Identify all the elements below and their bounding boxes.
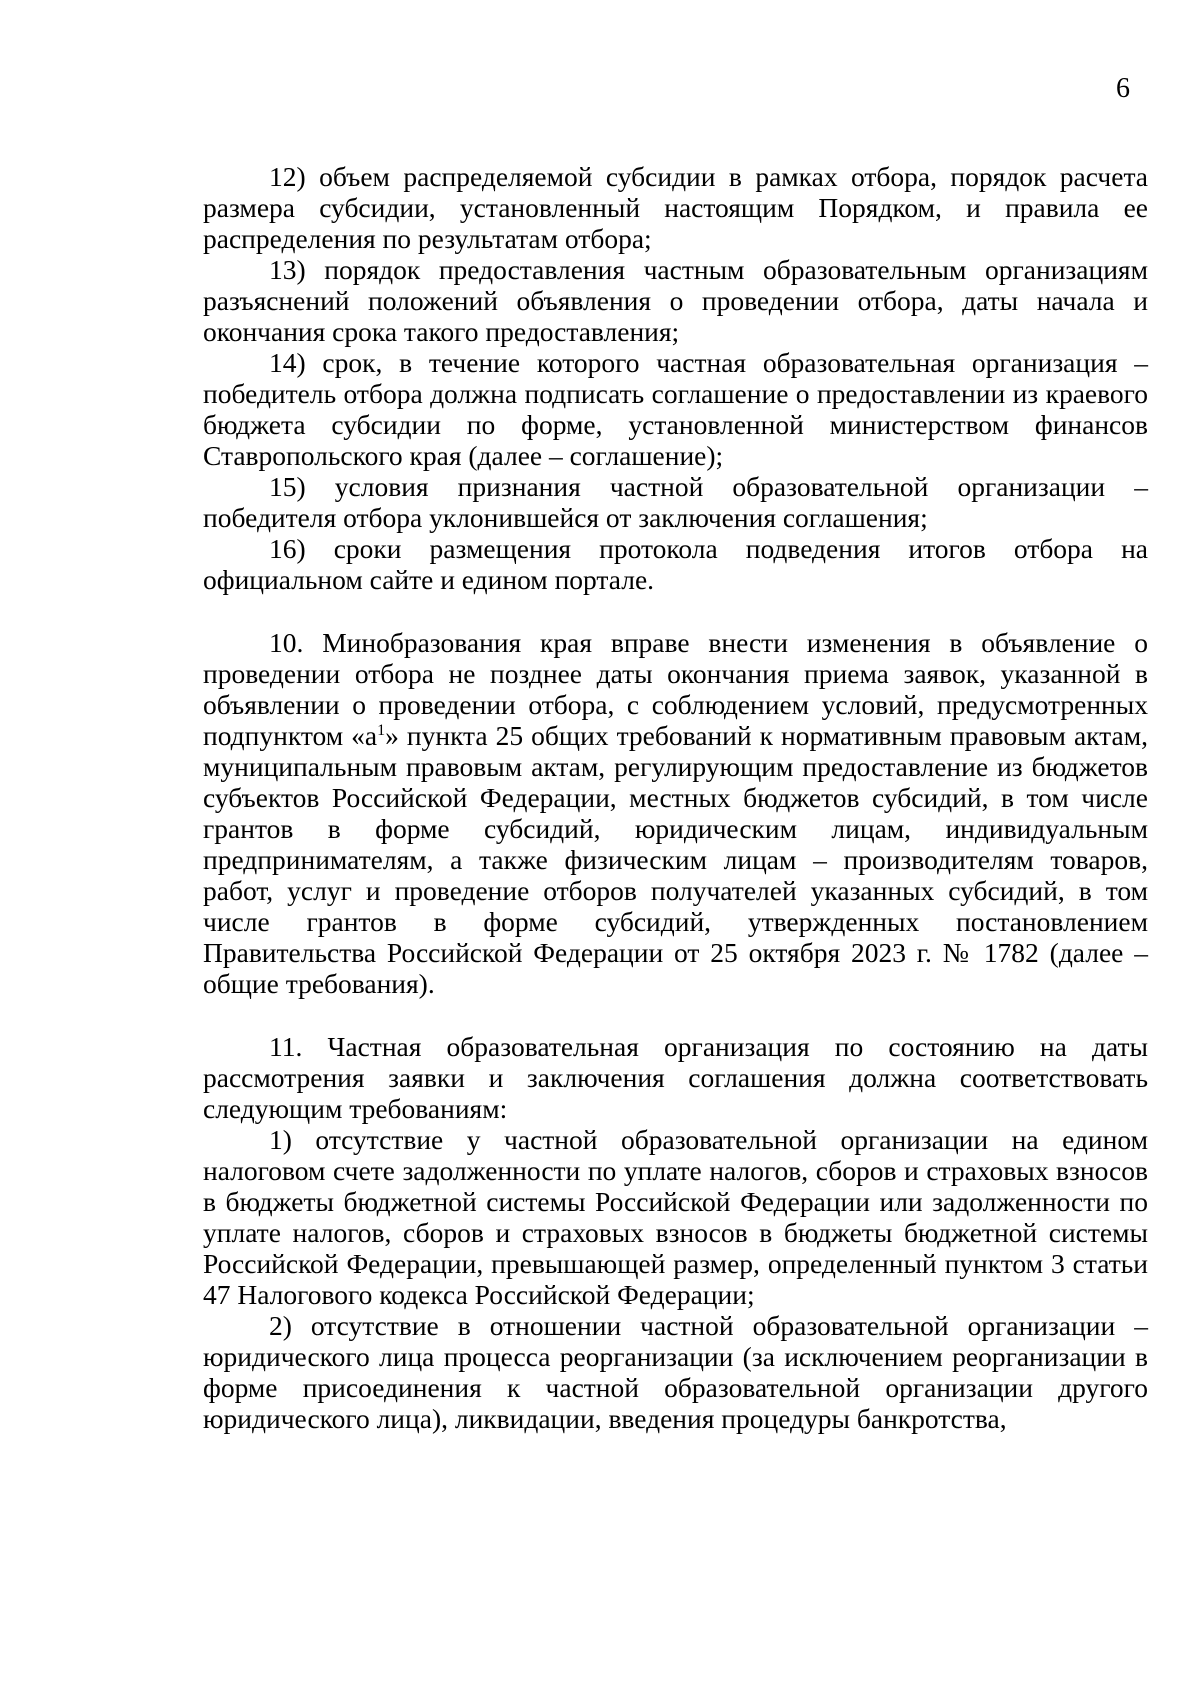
list-item-12: 12) объем распределяемой субсидии в рамках отбора, порядок расчета размера субсидии, установленный настоящим Порядком, и правила ее распределения по результатам отбора; (203, 161, 1148, 254)
section-11-item-2: 2) отсутствие в отношении частной образовательной организации – юридического лица процесса реорганизации (за исключением реорганизации в форме присоединения к частной образовательной организации другого юридического лица), ликвидации, введения процедуры банкротства, (203, 1310, 1148, 1434)
section-11-intro: 11. Частная образовательная организация по состоянию на даты рассмотрения заявки и заключения соглашения должна соответствовать следующим требованиям: (203, 1031, 1148, 1124)
superscript: 1 (377, 722, 386, 739)
section-10-text-end: » пункта 25 общих требований к нормативным правовым актам, муниципальным правовым актам, регулирующим предоставление из бюджетов субъектов Российской Федерации, местных бюджетов субсидий, в том числе грантов в форме субсидий, юридическим лицам, индивидуальным предпринимателям, а также физическим лицам – производителям товаров, работ, услуг и проведение отборов получателей указанных субсидий, в том числе грантов в форме субсидий, утвержденных постановлением Правительства Российской Федерации от 25 октября 2023 г. № 1782 (далее – общие требования). (203, 720, 1148, 999)
section-10-text-start: 10. Минобразования края вправе внести изменения в объявление о проведении отбора не позднее даты окончания приема заявок, указанной в объявлении о проведении отбора, с соблюдением условий, предусмотренных подпунктом «а (203, 627, 1148, 751)
list-item-13: 13) порядок предоставления частным образовательным организациям разъяснений положений объявления о проведении отбора, даты начала и окончания срока такого предоставления; (203, 254, 1148, 347)
document-body (203, 161, 1148, 1434)
list-item-16: 16) сроки размещения протокола подведения итогов отбора на официальном сайте и едином портале. (203, 533, 1148, 595)
section-11-item-1: 1) отсутствие у частной образовательной организации на едином налоговом счете задолженности по уплате налогов, сборов и страховых взносов в бюджеты бюджетной системы Российской Федерации или задолженности по уплате налогов, сборов и страховых взносов в бюджеты бюджетной системы Российской Федерации, превышающей размер, определенный пунктом 3 статьи 47 Налогового кодекса Российской Федерации; (203, 1124, 1148, 1310)
list-item-15: 15) условия признания частной образовательной организации – победителя отбора уклонившейся от заключения соглашения; (203, 471, 1148, 533)
page-number: 6 (1116, 73, 1130, 104)
list-item-14: 14) срок, в течение которого частная образовательная организация – победитель отбора должна подписать соглашение о предоставлении из краевого бюджета субсидии по форме, установленной министерством финансов Ставропольского края (далее – соглашение); (203, 347, 1148, 471)
paragraph-gap (203, 999, 1148, 1031)
section-10-paragraph (203, 627, 1148, 999)
paragraph-gap (203, 595, 1148, 627)
